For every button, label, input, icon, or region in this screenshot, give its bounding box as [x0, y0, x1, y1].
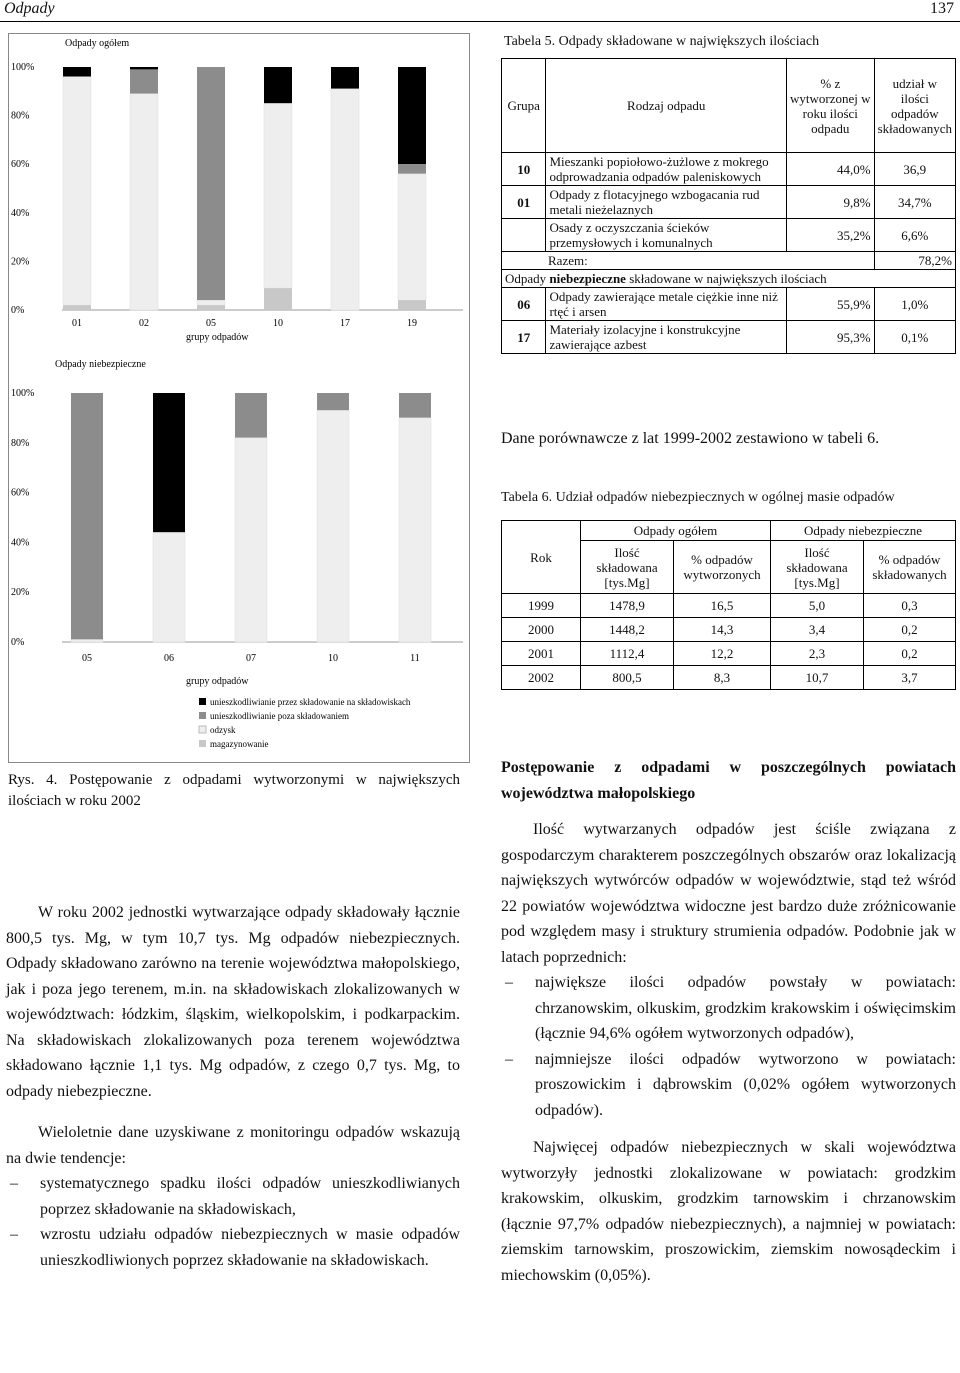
- bar-segment: [264, 67, 292, 103]
- x-tick-label: 06: [164, 653, 174, 664]
- panel1-title: Odpady ogółem: [65, 38, 130, 49]
- section-bold: niebezpieczne: [549, 271, 626, 286]
- bar-segment: [130, 67, 158, 69]
- table5-header-rodzaj: Rodzaj odpadu: [546, 59, 787, 153]
- table5-cell-grupa: 01: [502, 186, 546, 219]
- table5-cell-pct: 35,2%: [787, 219, 875, 252]
- table6-group-header-row: [502, 521, 956, 541]
- table5-header-row: [502, 59, 956, 153]
- panel2-title: Odpady niebezpieczne: [55, 359, 146, 370]
- left-bullet-list: [6, 1171, 460, 1273]
- table6-cell: 0,2: [864, 618, 956, 642]
- bar-segment: [63, 77, 91, 305]
- x-tick-label: 11: [410, 653, 420, 664]
- panel2-xlabel: grupy odpadów: [186, 676, 249, 687]
- table6-cell: 12,2: [674, 642, 771, 666]
- table6-cell: 1448,2: [581, 618, 674, 642]
- table6-cell: 1478,9: [581, 594, 674, 618]
- y-tick-label: 60%: [11, 487, 30, 499]
- right-bullet-list: [501, 970, 956, 1123]
- legend-swatch: [199, 740, 206, 747]
- table6-cell: 2,3: [771, 642, 864, 666]
- bar-segment: [331, 67, 359, 89]
- table5-header-udzial: udział w ilości odpadów składowanych: [874, 59, 955, 153]
- x-tick-label: 19: [407, 318, 417, 329]
- bar-segment: [197, 305, 225, 310]
- table5-cell-rodzaj: Materiały izolacyjne i konstrukcyjne zawierające azbest: [546, 321, 787, 354]
- bar-segment: [317, 393, 349, 410]
- legend-swatch: [199, 726, 206, 733]
- left-paragraph-1: W roku 2002 jednostki wytwarzające odpady składowały łącznie 800,5 tys. Mg, w tym 10,7 tys. Mg odpadów niebezpiecznych. Odpady składowano zarówno na terenie województwa małopolskiego, jak i poza jego terenem, m.in. na składowiskach zlokalizowanych w województwach: łódzkim, śląskim, wielkopolskim, i podkarpackim. Na składowiskach zlokalizowanych poza terenem województwa składowano łącznie 1,1 tys. Mg odpadów, z czego 0,7 tys. Mg, to odpady niebezpieczne.: [6, 904, 460, 1100]
- bar-segment: [331, 89, 359, 310]
- bar-segment: [197, 300, 225, 305]
- table5-header-grupa: Grupa: [502, 59, 546, 153]
- y-tick-label: 60%: [11, 159, 30, 171]
- table5-section-heading: [502, 270, 956, 288]
- table-row: [502, 321, 956, 354]
- table5-caption: Tabela 5. Odpady składowane w największych ilościach: [504, 34, 820, 49]
- y-tick-label: 20%: [11, 256, 30, 268]
- bar-segment: [398, 164, 426, 174]
- left-paragraph-2: Wieloletnie dane uzyskiwane z monitoringu odpadów wskazują na dwie tendencje:: [6, 1124, 460, 1167]
- header-rule: [0, 21, 960, 22]
- table5-cell-grupa: [502, 219, 546, 252]
- section-heading: [501, 755, 956, 807]
- bar-segment: [264, 288, 292, 310]
- bar-segment: [398, 67, 426, 164]
- table-row: [502, 642, 956, 666]
- table6-cell: 14,3: [674, 618, 771, 642]
- x-tick-label: 10: [273, 318, 283, 329]
- figure-chart-box: [8, 33, 470, 763]
- table5-cell-udzial: 1,0%: [874, 288, 955, 321]
- table6-header-ilosc2: Ilość składowana [tys.Mg]: [771, 541, 864, 594]
- table-row: [502, 618, 956, 642]
- y-tick-label: 40%: [11, 537, 30, 549]
- table6-caption: Tabela 6. Udział odpadów niebezpiecznych w ogólnej masie odpadów: [501, 490, 895, 505]
- bar-segment: [71, 640, 103, 642]
- table6-cell: 2002: [502, 666, 581, 690]
- table-row: [502, 666, 956, 690]
- y-tick-label: 100%: [11, 62, 35, 73]
- bar-segment: [130, 69, 158, 93]
- table-row: [502, 219, 956, 252]
- section-suffix: składowane w największych ilościach: [625, 271, 827, 286]
- table5-cell-grupa: 06: [502, 288, 546, 321]
- bar-segment: [235, 438, 267, 642]
- bar-segment: [153, 532, 185, 642]
- y-tick-label: 80%: [11, 110, 30, 122]
- table5-cell-grupa: 17: [502, 321, 546, 354]
- table6-header-group1: Odpady ogółem: [581, 521, 771, 541]
- table6-header-group2: Odpady niebezpieczne: [771, 521, 956, 541]
- table6-header-ilosc1: Ilość składowana [tys.Mg]: [581, 541, 674, 594]
- section-heading-text: Postępowanie z odpadami w poszczególnych powiatach województwa małopolskiego: [501, 759, 956, 802]
- table6-cell: 0,3: [864, 594, 956, 618]
- table6-cell: 1112,4: [581, 642, 674, 666]
- table6: [501, 520, 956, 690]
- table5: [501, 58, 956, 354]
- table6-cell: 2000: [502, 618, 581, 642]
- table-row: [502, 186, 956, 219]
- table6-cell: 0,2: [864, 642, 956, 666]
- table5-cell-udzial: 6,6%: [874, 219, 955, 252]
- x-tick-label: 07: [246, 653, 256, 664]
- table6-cell: 10,7: [771, 666, 864, 690]
- bar-segment: [398, 174, 426, 300]
- right-column-text: [501, 755, 956, 1288]
- bar-segment: [63, 67, 91, 77]
- right-paragraph-1: Ilość wytwarzanych odpadów jest ściśle związana z gospodarczym charakterem poszczególnych obszarów oraz lokalizacją największych wytwórców odpadów w województwie, stąd też wśród 22 powiatów województwa widoczne jest bardzo duże zróżnicowanie pod względem masy i struktury strumienia odpadów. Podobnie jak w latach poprzednich:: [501, 821, 956, 966]
- x-tick-label: 10: [328, 653, 338, 664]
- x-tick-label: 02: [139, 318, 149, 329]
- table5-section-row: [502, 270, 956, 288]
- bar-segment: [153, 393, 185, 532]
- bar-segment: [264, 103, 292, 288]
- comparison-text: Dane porównawcze z lat 1999-2002 zestawiono w tabeli 6.: [501, 430, 880, 447]
- table5-cell-rodzaj: Osady z oczyszczania ścieków przemysłowych i komunalnych: [546, 219, 787, 252]
- bar-segment: [399, 418, 431, 642]
- bar-segment: [71, 393, 103, 640]
- y-tick-label: 20%: [11, 587, 30, 599]
- bar-segment: [317, 410, 349, 642]
- table6-header-pct-skl: % odpadów składowanych: [864, 541, 956, 594]
- list-item: – wzrostu udziału odpadów niebezpiecznych w masie odpadów unieszkodliwionych poprzez składowanie na składowiskach.: [6, 1222, 460, 1273]
- chart-legend: [199, 697, 411, 749]
- table6-header-rok: Rok: [502, 521, 581, 594]
- table6-cell: 2001: [502, 642, 581, 666]
- list-item: – najmniejsze ilości odpadów wytworzono w powiatach: proszowickim i dąbrowskim (0,02% ogółem wytworzonych odpadów).: [501, 1047, 956, 1124]
- table6-cell: 800,5: [581, 666, 674, 690]
- y-tick-label: 40%: [11, 207, 30, 219]
- figure-caption: Rys. 4. Postępowanie z odpadami wytworzonymi w największych ilościach w roku 2002: [8, 772, 460, 809]
- table5-cell-pct: 9,8%: [787, 186, 875, 219]
- table-row: [502, 594, 956, 618]
- legend-swatch: [199, 712, 206, 719]
- bar-segment: [398, 300, 426, 310]
- table5-cell-rodzaj: Odpady zawierające metale ciężkie inne niż rtęć i arsen: [546, 288, 787, 321]
- table6-cell: 1999: [502, 594, 581, 618]
- table5-razem-row: [502, 252, 956, 270]
- page-number: 137: [930, 0, 954, 17]
- running-header-title: Odpady: [4, 0, 55, 17]
- right-paragraph-2: Najwięcej odpadów niebezpiecznych w skali województwa wytworzyły jednostki zlokalizowane w powiatach: grodzkim krakowskim, olkuskim, grodzkim tarnowskim i chrzanowskim (łącznie 97,7% odpadów niebezpiecznych), a najmniej w powiatach: ziemskim tarnowskim, proszowickim, ziemskim nowosądeckim i miechowskim (0,05%).: [501, 1139, 956, 1284]
- table6-cell: 16,5: [674, 594, 771, 618]
- table5-header-pct: % z wytworzonej w roku ilości odpadu: [787, 59, 875, 153]
- table5-cell-rodzaj: Odpady z flotacyjnego wzbogacania rud metali nieżelaznych: [546, 186, 787, 219]
- table-row: [502, 153, 956, 186]
- table6-header-pct-wytw: % odpadów wytworzonych: [674, 541, 771, 594]
- table5-razem-label: Razem:: [502, 252, 875, 270]
- y-tick-label: 80%: [11, 437, 30, 449]
- table6-cell: 3,4: [771, 618, 864, 642]
- y-tick-label: 0%: [11, 305, 25, 316]
- x-tick-label: 05: [82, 653, 92, 664]
- x-tick-label: 17: [340, 318, 350, 329]
- table5-cell-rodzaj: Mieszanki popiołowo-żużlowe z mokrego odprowadzania odpadów paleniskowych: [546, 153, 787, 186]
- list-item: – największe ilości odpadów powstały w powiatach: chrzanowskim, olkuskim, grodzkim krakowskim i oświęcimskim (łącznie 94,6% ogółem wytworzonych odpadów),: [501, 970, 956, 1047]
- legend-swatch: [199, 698, 206, 705]
- table6-cell: 3,7: [864, 666, 956, 690]
- table5-razem-value: 78,2%: [874, 252, 955, 270]
- table5-cell-udzial: 0,1%: [874, 321, 955, 354]
- left-column-text: [6, 900, 460, 1273]
- table6-cell: 8,3: [674, 666, 771, 690]
- table5-cell-pct: 44,0%: [787, 153, 875, 186]
- y-tick-label: 0%: [11, 637, 25, 648]
- table5-cell-pct: 55,9%: [787, 288, 875, 321]
- list-item: – systematycznego spadku ilości odpadów unieszkodliwianych poprzez składowanie na składowiskach,: [6, 1171, 460, 1222]
- table5-cell-pct: 95,3%: [787, 321, 875, 354]
- panel1-xlabel: grupy odpadów: [186, 332, 249, 343]
- table5-cell-grupa: 10: [502, 153, 546, 186]
- x-tick-label: 01: [72, 318, 82, 329]
- table-row: [502, 288, 956, 321]
- legend-label: unieszkodliwianie przez składowanie na składowiskach: [210, 697, 411, 707]
- x-tick-label: 05: [206, 318, 216, 329]
- section-prefix: Odpady: [505, 271, 550, 286]
- legend-label: odzysk: [210, 725, 236, 735]
- bar-segment: [197, 67, 225, 300]
- table6-cell: 5,0: [771, 594, 864, 618]
- bar-segment: [399, 393, 431, 418]
- legend-label: magazynowanie: [210, 739, 269, 749]
- bar-segment: [130, 94, 158, 310]
- bar-segment: [235, 393, 267, 438]
- table5-cell-udzial: 34,7%: [874, 186, 955, 219]
- bar-segment: [63, 305, 91, 310]
- y-tick-label: 100%: [11, 388, 35, 399]
- table5-cell-udzial: 36,9: [874, 153, 955, 186]
- legend-label: unieszkodliwianie poza składowaniem: [210, 711, 349, 721]
- stacked-bar-chart: [9, 34, 469, 762]
